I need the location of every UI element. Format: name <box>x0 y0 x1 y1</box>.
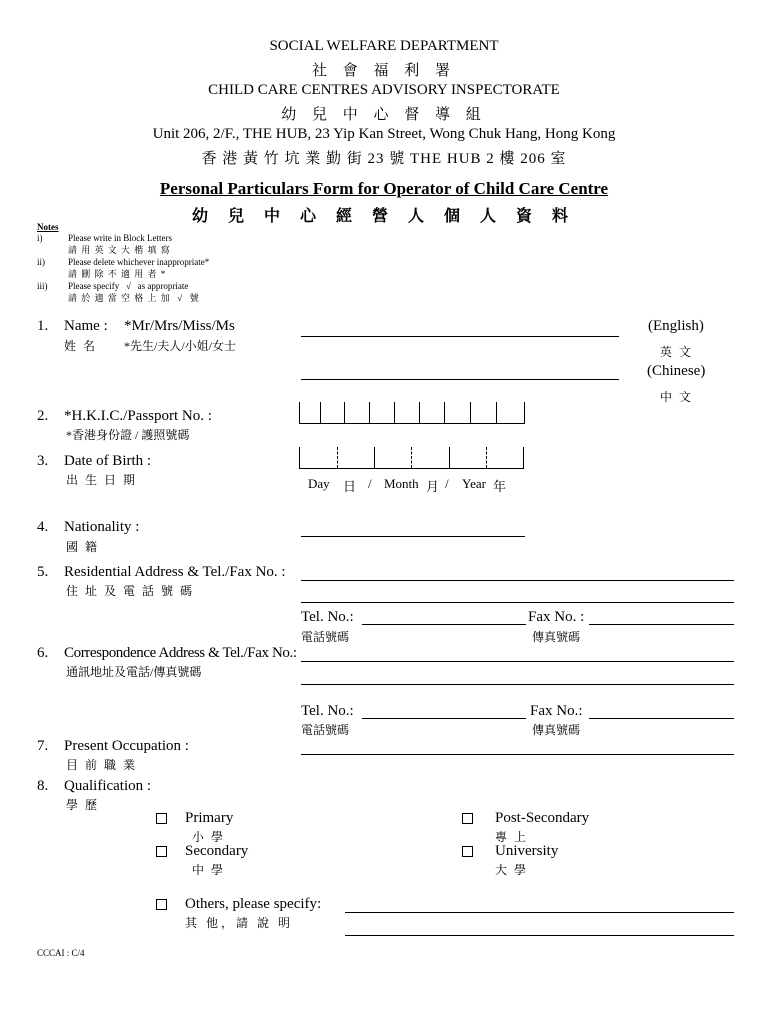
dept-name-zh: 社 會 福 利 署 <box>311 63 456 79</box>
post-secondary-label: Post-Secondary <box>495 810 590 826</box>
field-number: 2. <box>37 408 49 424</box>
month-label-zh: 月 <box>426 479 440 494</box>
post-secondary-label-zh: 專 上 <box>495 830 529 844</box>
correspondence-address-label-zh: 通訊地址及電話/傳真號碼 <box>66 665 202 679</box>
post-secondary-checkbox[interactable] <box>462 813 473 824</box>
day-label: Day <box>308 476 330 491</box>
field-number: 6. <box>37 645 49 661</box>
dob-label-zh: 出 生 日 期 <box>66 473 138 487</box>
field-number: 7. <box>37 738 49 754</box>
fax-label: Fax No.: <box>530 703 583 719</box>
others-checkbox[interactable] <box>156 899 167 910</box>
name-label: Name : <box>64 318 108 334</box>
english-label: (English) <box>648 318 704 334</box>
primary-label-zh: 小 學 <box>192 830 226 844</box>
date-separator: / <box>368 476 372 491</box>
university-checkbox[interactable] <box>462 846 473 857</box>
title-options-zh: *先生/夫人/小姐/女士 <box>124 339 237 353</box>
field-number: 3. <box>37 453 49 469</box>
qualification-label-zh: 學 歷 <box>66 798 100 812</box>
qualification-label: Qualification : <box>64 778 152 794</box>
others-label-zh: 其 他，請 說 明 <box>185 916 294 930</box>
others-specify-line-1[interactable] <box>345 912 734 913</box>
day-label-zh: 日 <box>343 479 357 494</box>
correspondence-address-line-2[interactable] <box>301 684 734 685</box>
chinese-label: (Chinese) <box>647 363 706 379</box>
occupation-label-zh: 目 前 職 業 <box>66 758 138 772</box>
university-label-zh: 大 學 <box>495 863 529 877</box>
correspondence-address-label: Correspondence Address & Tel./Fax No.: <box>64 645 297 661</box>
residential-address-line-2[interactable] <box>301 602 734 603</box>
fax-label-zh: 傳真號碼 <box>532 630 581 644</box>
month-label: Month <box>384 476 419 491</box>
residential-address-label-zh: 住 址 及 電 話 號 碼 <box>66 584 195 598</box>
others-label: Others, please specify: <box>185 896 322 912</box>
residential-address-label: Residential Address & Tel./Fax No. : <box>64 564 286 580</box>
secondary-label: Secondary <box>185 843 249 859</box>
primary-label: Primary <box>185 810 234 826</box>
notes-heading: Notes <box>37 222 59 232</box>
hkic-label: *H.K.I.C./Passport No. : <box>64 408 212 424</box>
name-chinese-field[interactable] <box>301 379 619 380</box>
note-num: ii) <box>37 257 45 267</box>
nationality-label-zh: 國 籍 <box>66 540 100 554</box>
occupation-label: Present Occupation : <box>64 738 189 754</box>
address-en: Unit 206, 2/F., THE HUB, 23 Yip Kan Street, Wong Chuk Hang, Hong Kong <box>152 126 616 142</box>
tel-label: Tel. No.: <box>301 703 354 719</box>
dept-name-en: SOCIAL WELFARE DEPARTMENT <box>269 38 499 54</box>
nationality-label: Nationality : <box>64 519 140 535</box>
date-separator: / <box>445 476 449 491</box>
secondary-label-zh: 中 學 <box>192 863 226 877</box>
chinese-label-zh: 中 文 <box>660 390 694 404</box>
primary-checkbox[interactable] <box>156 813 167 824</box>
unit-name-en: CHILD CARE CENTRES ADVISORY INSPECTORATE <box>208 82 560 98</box>
unit-name-zh: 幼 兒 中 心 督 導 組 <box>281 107 487 123</box>
form-title-en: Personal Particulars Form for Operator of Child Care Centre <box>159 179 609 198</box>
address-zh: 香 港 黃 竹 坑 業 勤 街 23 號 THE HUB 2 樓 206 室 <box>201 151 567 167</box>
tel-label-zh: 電話號碼 <box>301 630 350 644</box>
hkic-label-zh: *香港身份證 / 護照號碼 <box>66 428 190 442</box>
correspondence-fax-field[interactable] <box>589 718 734 719</box>
field-number: 8. <box>37 778 49 794</box>
name-english-field[interactable] <box>301 336 619 337</box>
fax-label: Fax No. : <box>528 609 585 625</box>
others-specify-line-2[interactable] <box>345 935 734 936</box>
year-label-zh: 年 <box>493 479 507 494</box>
note-text-en: Please delete whichever inappropriate* <box>68 257 210 267</box>
note-text-zh: 請 用 英 文 大 楷 填 寫 <box>68 245 171 255</box>
tel-label: Tel. No.: <box>301 609 354 625</box>
note-num: iii) <box>37 281 48 291</box>
nationality-field[interactable] <box>301 536 525 537</box>
field-number: 1. <box>37 318 49 334</box>
dob-label: Date of Birth : <box>64 453 152 469</box>
name-label-zh: 姓 名 <box>64 339 98 353</box>
correspondence-tel-field[interactable] <box>362 718 526 719</box>
correspondence-address-line-1[interactable] <box>301 661 734 662</box>
residential-address-line-1[interactable] <box>301 580 734 581</box>
title-options: *Mr/Mrs/Miss/Ms <box>124 318 235 334</box>
form-title-zh: 幼 兒 中 心 經 營 人 個 人 資 料 <box>191 208 576 225</box>
field-number: 5. <box>37 564 49 580</box>
field-number: 4. <box>37 519 49 535</box>
note-text-zh: 請 刪 除 不 適 用 者 * <box>68 269 167 279</box>
secondary-checkbox[interactable] <box>156 846 167 857</box>
note-text-en: Please specify √ as appropriate <box>68 281 189 291</box>
tel-label-zh: 電話號碼 <box>301 723 350 737</box>
note-text-zh: 請 於 適 當 空 格 上 加 √ 號 <box>68 293 200 303</box>
year-label: Year <box>462 476 486 491</box>
note-text-en: Please write in Block Letters <box>68 233 172 243</box>
residential-fax-field[interactable] <box>589 624 734 625</box>
english-label-zh: 英 文 <box>660 345 694 359</box>
university-label: University <box>495 843 559 859</box>
occupation-field[interactable] <box>301 754 734 755</box>
note-num: i) <box>37 233 43 243</box>
fax-label-zh: 傳真號碼 <box>532 723 581 737</box>
form-code: CCCAI : C/4 <box>37 948 85 958</box>
residential-tel-field[interactable] <box>362 624 526 625</box>
